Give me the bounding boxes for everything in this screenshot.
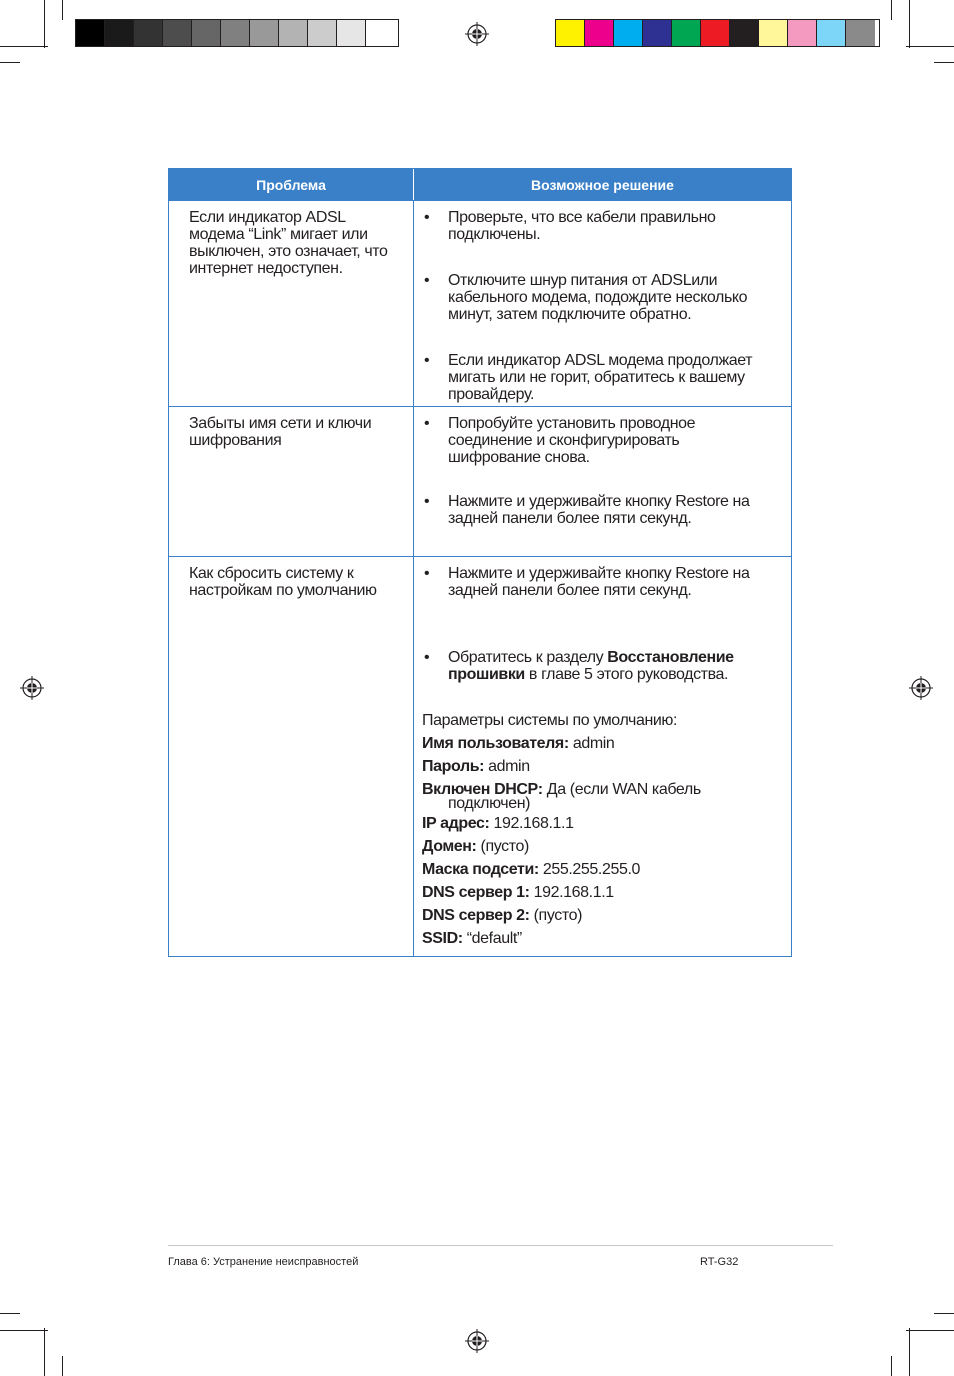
table-header: [169, 169, 791, 200]
troubleshooting-table: [168, 168, 792, 957]
footer-chapter: Глава 6: Устранение неисправностей: [168, 1256, 359, 1268]
default-setting-value: “default”: [462, 930, 522, 947]
crop-mark-tr-h2: [934, 62, 954, 63]
default-setting-item: [422, 881, 771, 904]
crop-mark-tl-v2: [62, 0, 63, 20]
solution-bullet: • Проверьте, что все кабели правильно подключены.: [424, 209, 716, 243]
default-setting-value: admin: [484, 758, 530, 775]
default-setting-item: [422, 927, 771, 950]
default-setting-label: SSID:: [422, 930, 463, 947]
color-swatch: [759, 20, 788, 46]
default-setting-value-cont: подключен): [448, 795, 531, 812]
footer-model: RT-G32: [700, 1256, 739, 1268]
table-row: [169, 406, 791, 556]
problem-cell: Забыты имя сети и ключи шифрования: [169, 407, 414, 556]
crop-mark-bl-h2: [0, 1313, 20, 1314]
bullet-icon: •: [424, 272, 430, 289]
crop-mark-tl-h: [0, 46, 48, 47]
default-setting-label: DNS сервер 2:: [422, 907, 530, 924]
problem-cell: Если индикатор ADSL модема “Link” мигает или выключен, это означает, что интернет недоступен.: [169, 201, 414, 406]
solution-bullet: • Обратитесь к разделу Восстановление прошивки в главе 5 этого руководства.: [424, 649, 734, 683]
solution-bullet: • Если индикатор ADSL модема продолжает мигать или не горит, обратитесь к вашему провайдеру.: [424, 352, 753, 403]
default-setting-item: [422, 904, 771, 927]
color-swatch: [105, 20, 134, 46]
color-swatch: [337, 20, 366, 46]
color-swatch: [643, 20, 672, 46]
solution-bullet: • Попробуйте установить проводное соединение и сконфигурировать шифрование снова.: [424, 415, 696, 466]
firmware-restore-reference: Восстановление прошивки: [448, 649, 734, 683]
default-setting-label: Маска подсети:: [422, 861, 539, 878]
crop-mark-bl-h: [0, 1330, 48, 1331]
footer-divider: [168, 1245, 833, 1246]
color-swatch: [701, 20, 730, 46]
bullet-icon: •: [424, 493, 430, 510]
crop-mark-bl-v: [44, 1328, 45, 1376]
defaults-title: Параметры системы по умолчанию:: [422, 712, 678, 729]
default-setting-value: 192.168.1.1: [529, 884, 614, 901]
color-swatch: [585, 20, 614, 46]
bullet-icon: •: [424, 209, 430, 226]
default-setting-value: (пусто): [476, 838, 529, 855]
default-setting-label: Включен DHCP:: [422, 781, 543, 798]
default-setting-label: Имя пользователя:: [422, 735, 569, 752]
color-swatch: [250, 20, 279, 46]
solution-bullet: • Отключите шнур питания от ADSLили кабельного модема, подождите несколько минут, затем подключите обратно.: [424, 272, 748, 323]
color-swatch: [279, 20, 308, 46]
defaults-list: [422, 732, 771, 950]
crop-mark-bl-v2: [62, 1356, 63, 1376]
solution-cell: [414, 407, 791, 556]
default-setting-label: DNS сервер 1:: [422, 884, 530, 901]
crop-mark-tr-h: [906, 46, 954, 47]
default-setting-value: Да (если WAN кабель: [542, 781, 701, 798]
color-swatch: [846, 20, 875, 46]
default-setting-value: (пусто): [529, 907, 583, 924]
crop-mark-tr-v: [909, 0, 910, 48]
default-setting-label: Домен:: [422, 838, 477, 855]
color-swatch: [221, 20, 250, 46]
bullet-icon: •: [424, 565, 430, 582]
crop-mark-tr-v2: [891, 0, 892, 20]
solution-cell: [414, 201, 791, 406]
default-setting-item: [422, 732, 771, 755]
bullet-icon: •: [424, 649, 430, 666]
bullet-icon: •: [424, 415, 430, 432]
table-row: [169, 556, 791, 956]
table-row: [169, 200, 791, 406]
crop-mark-tl-h2: [0, 62, 20, 63]
default-setting-value: admin: [568, 735, 615, 752]
process-color-bar: [555, 19, 880, 47]
solution-cell: [414, 557, 791, 956]
default-setting-label: IP адрес:: [422, 815, 490, 832]
registration-mark-icon: [465, 1329, 489, 1353]
header-solution: Возможное решение: [531, 176, 674, 193]
default-setting-item: [422, 812, 771, 835]
color-swatch: [366, 20, 395, 46]
problem-cell: Как сбросить систему к настройкам по умолчанию: [169, 557, 414, 956]
registration-mark-icon: [20, 676, 44, 700]
crop-mark-br-h2: [934, 1313, 954, 1314]
solution-bullet: • Нажмите и удерживайте кнопку Restore на задней панели более пяти секунд.: [424, 565, 750, 599]
crop-mark-tl-v: [44, 0, 45, 48]
color-swatch: [192, 20, 221, 46]
header-problem: Проблема: [169, 169, 414, 200]
default-setting-item: [422, 778, 771, 812]
default-setting-item: [422, 755, 771, 778]
solution-bullet: • Нажмите и удерживайте кнопку Restore на задней панели более пяти секунд.: [424, 493, 750, 527]
color-swatch: [672, 20, 701, 46]
color-swatch: [788, 20, 817, 46]
bullet-icon: •: [424, 352, 430, 369]
color-swatch: [308, 20, 337, 46]
default-setting-label: Пароль:: [422, 758, 485, 775]
color-swatch: [817, 20, 846, 46]
default-setting-item: [422, 858, 771, 881]
color-swatch: [556, 20, 585, 46]
color-swatch: [614, 20, 643, 46]
default-setting-item: [422, 835, 771, 858]
crop-mark-br-v: [909, 1328, 910, 1376]
color-swatch: [163, 20, 192, 46]
crop-mark-br-v2: [891, 1356, 892, 1376]
color-swatch: [76, 20, 105, 46]
default-setting-value: 255.255.255.0: [538, 861, 641, 878]
grayscale-color-bar: [75, 19, 399, 47]
color-swatch: [134, 20, 163, 46]
registration-mark-icon: [909, 676, 933, 700]
default-setting-value: 192.168.1.1: [489, 815, 574, 832]
crop-mark-br-h: [906, 1330, 954, 1331]
color-swatch: [730, 20, 759, 46]
registration-mark-icon: [465, 22, 489, 46]
